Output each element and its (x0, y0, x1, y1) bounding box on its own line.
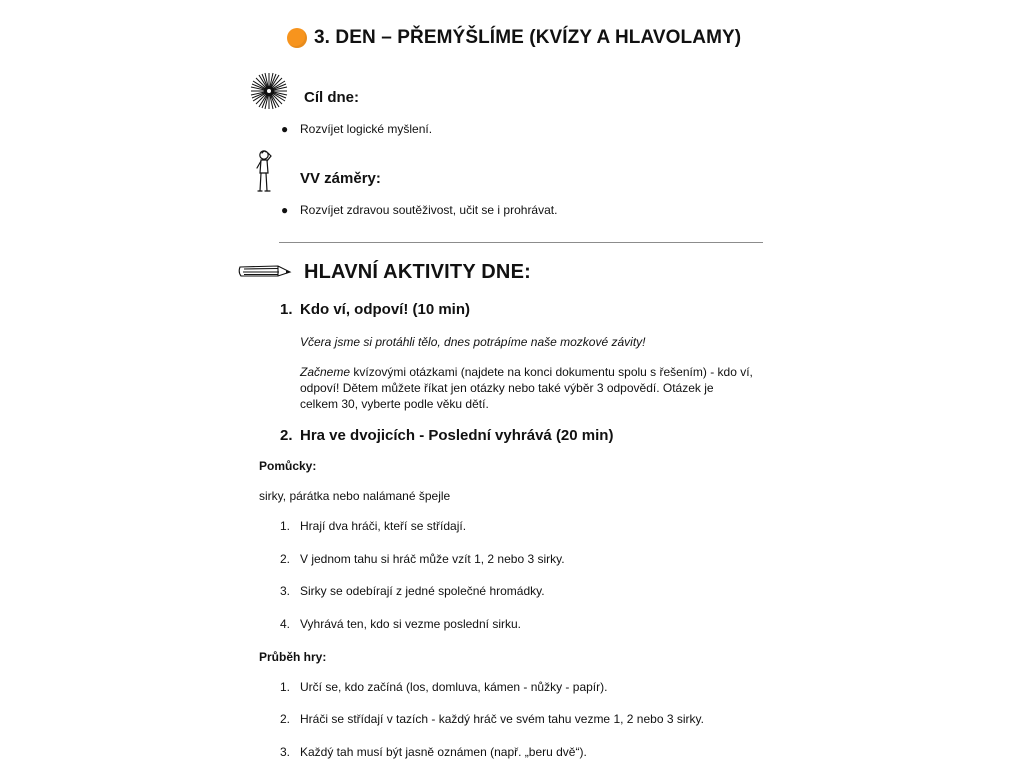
course-item: Hráči se střídají v tazích - každý hráč ve svém tahu vezme 1, 2 nebo 3 sirky. (300, 712, 704, 726)
activity1-paragraph-line: odpoví! Dětem můžete říkat jen otázky nebo také výběr 3 odpovědí. Otázek je (300, 381, 714, 395)
bullet-icon: ● (281, 122, 289, 136)
activity1-title: Kdo ví, odpoví! (10 min) (300, 301, 471, 318)
activity-number: 1. (280, 301, 293, 318)
rule-item: Vyhrává ten, kdo si vezme poslední sirku. (300, 617, 521, 631)
intents-item: Rozvíjet zdravou soutěživost, učit se i prohrávat. (300, 203, 558, 217)
activity1-paragraph-line: celkem 30, vyberte podle věku dětí. (300, 397, 489, 411)
thinking-person-icon (252, 148, 276, 194)
activity1-paragraph-line: Začneme kvízovými otázkami (najdete na konci dokumentu spolu s řešením) - kdo ví, (300, 365, 753, 379)
sunburst-icon (250, 72, 288, 110)
goal-item: Rozvíjet logické myšlení. (300, 122, 433, 136)
rule-number: 3. (280, 584, 291, 598)
bullet-icon: ● (281, 203, 289, 217)
rule-item: Hrají dva hráči, kteří se střídají. (300, 519, 467, 533)
tools-heading: Pomůcky: (259, 459, 317, 473)
page-title: 3. DEN – PŘEMÝŠLÍME (KVÍZY A HLAVOLAMY) (314, 27, 742, 48)
rule-number: 4. (280, 617, 291, 631)
rule-number: 2. (280, 552, 291, 566)
rule-number: 1. (280, 519, 291, 533)
goal-heading: Cíl dne: (304, 89, 359, 106)
course-number: 3. (280, 745, 291, 759)
rule-item: V jednom tahu si hráč může vzít 1, 2 nebo 3 sirky. (300, 552, 565, 566)
course-item: Každý tah musí být jasně oznámen (např. „beru dvě“). (300, 745, 587, 759)
course-heading: Průběh hry: (259, 650, 327, 664)
tools-text: sirky, párátka nebo nalámané špejle (259, 489, 451, 503)
intents-heading: VV záměry: (300, 170, 381, 187)
course-number: 1. (280, 680, 291, 694)
activity2-title: Hra ve dvojicích - Poslední vyhrává (20 min) (300, 427, 614, 444)
course-number: 2. (280, 712, 291, 726)
course-item: Určí se, kdo začíná (los, domluva, kámen - nůžky - papír). (300, 680, 608, 694)
main-heading: HLAVNÍ AKTIVITY DNE: (304, 261, 531, 283)
activity-number: 2. (280, 427, 293, 444)
pencil-icon (238, 262, 292, 280)
activity1-intro: Včera jsme si protáhli tělo, dnes potrápíme naše mozkové závity! (300, 335, 646, 349)
section-divider (279, 242, 763, 243)
orange-dot-icon (287, 28, 307, 48)
rule-item: Sirky se odebírají z jedné společné hromádky. (300, 584, 545, 598)
